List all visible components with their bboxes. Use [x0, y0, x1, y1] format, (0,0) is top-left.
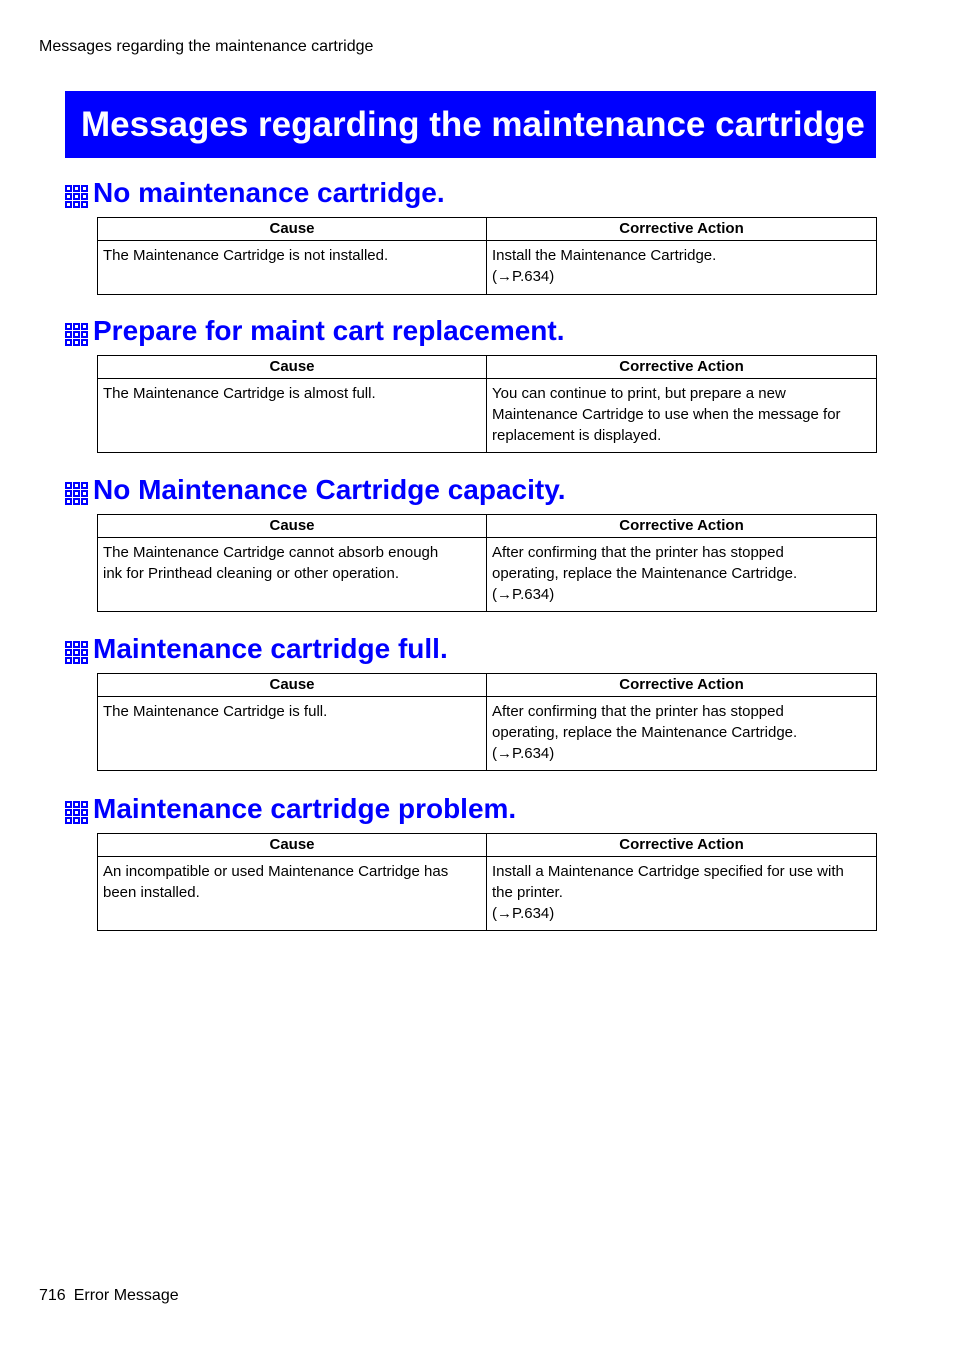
section-heading	[65, 474, 876, 514]
action-text: operating, replace the Maintenance Cartridge.	[492, 565, 798, 582]
action-cell	[487, 538, 877, 612]
table-header-row	[98, 356, 877, 379]
section-title: Maintenance cartridge problem.	[93, 793, 517, 824]
cause-text: been installed.	[103, 884, 200, 901]
cause-cell	[98, 857, 487, 931]
action-text: You can continue to print, but prepare a new	[492, 385, 786, 402]
section-heading	[65, 315, 876, 355]
message-table	[97, 673, 877, 771]
grid-icon	[65, 185, 88, 208]
footer-section-name: Error Message	[73, 1287, 179, 1304]
action-text: Maintenance Cartridge to use when the message for	[492, 406, 841, 423]
table-row	[98, 379, 877, 453]
table-row	[98, 241, 877, 295]
action-text: After confirming that the printer has stopped	[492, 703, 784, 720]
page-title: Messages regarding the maintenance cartridge	[81, 105, 865, 144]
cause-header: Cause	[98, 674, 487, 697]
action-header: Corrective Action	[487, 356, 877, 379]
action-text: After confirming that the printer has stopped	[492, 544, 784, 561]
cause-text: The Maintenance Cartridge is not installed.	[103, 247, 389, 264]
section-no-maintenance-cartridge-capacity	[65, 474, 876, 603]
page-reference: (→P.634)	[492, 586, 555, 603]
cause-cell	[98, 241, 487, 295]
cause-header: Cause	[98, 356, 487, 379]
cause-cell	[98, 379, 487, 453]
message-table	[97, 514, 877, 612]
action-text: the printer.	[492, 884, 563, 901]
page-reference: (→P.634)	[492, 745, 555, 762]
grid-icon	[65, 801, 88, 824]
action-cell	[487, 857, 877, 931]
section-title: No maintenance cartridge.	[93, 177, 445, 208]
table-row	[98, 697, 877, 771]
cause-text: The Maintenance Cartridge cannot absorb enough	[103, 544, 439, 561]
table-header-row	[98, 674, 877, 697]
cause-header: Cause	[98, 218, 487, 241]
section-title: No Maintenance Cartridge capacity.	[93, 474, 566, 505]
cause-text: The Maintenance Cartridge is almost full.	[103, 385, 376, 402]
grid-icon	[65, 641, 88, 664]
action-text: Install the Maintenance Cartridge.	[492, 247, 717, 264]
action-text: operating, replace the Maintenance Cartridge.	[492, 724, 798, 741]
section-title: Prepare for maint cart replacement.	[93, 315, 565, 346]
section-heading	[65, 793, 876, 833]
message-table	[97, 355, 877, 453]
action-cell	[487, 241, 877, 295]
cause-header: Cause	[98, 515, 487, 538]
cause-text: ink for Printhead cleaning or other operation.	[103, 565, 400, 582]
action-text: Install a Maintenance Cartridge specified for use with	[492, 863, 844, 880]
section-prepare-for-maint-cart-replacement	[65, 315, 876, 444]
action-header: Corrective Action	[487, 218, 877, 241]
section-maintenance-cartridge-full	[65, 633, 876, 762]
section-heading	[65, 633, 876, 673]
cause-header: Cause	[98, 834, 487, 857]
page-number: 716	[39, 1287, 66, 1304]
cause-text: The Maintenance Cartridge is full.	[103, 703, 328, 720]
section-maintenance-cartridge-problem	[65, 793, 876, 922]
page-reference: (→P.634)	[492, 905, 555, 922]
table-header-row	[98, 515, 877, 538]
grid-icon	[65, 482, 88, 505]
table-row	[98, 538, 877, 612]
action-header: Corrective Action	[487, 834, 877, 857]
running-header: Messages regarding the maintenance cartridge	[39, 38, 374, 55]
cause-cell	[98, 697, 487, 771]
cause-text: An incompatible or used Maintenance Cartridge has	[103, 863, 449, 880]
action-header: Corrective Action	[487, 515, 877, 538]
section-no-maintenance-cartridge	[65, 177, 876, 285]
grid-icon	[65, 323, 88, 346]
table-header-row	[98, 218, 877, 241]
section-title: Maintenance cartridge full.	[93, 633, 448, 664]
table-row	[98, 857, 877, 931]
section-heading	[65, 177, 876, 217]
message-table	[97, 217, 877, 295]
cause-cell	[98, 538, 487, 612]
action-text: replacement is displayed.	[492, 427, 662, 444]
page-reference: (→P.634)	[492, 268, 555, 285]
message-table	[97, 833, 877, 931]
table-header-row	[98, 834, 877, 857]
action-cell	[487, 379, 877, 453]
page-title-bar	[65, 91, 876, 158]
action-header: Corrective Action	[487, 674, 877, 697]
action-cell	[487, 697, 877, 771]
page-footer	[39, 1286, 179, 1306]
